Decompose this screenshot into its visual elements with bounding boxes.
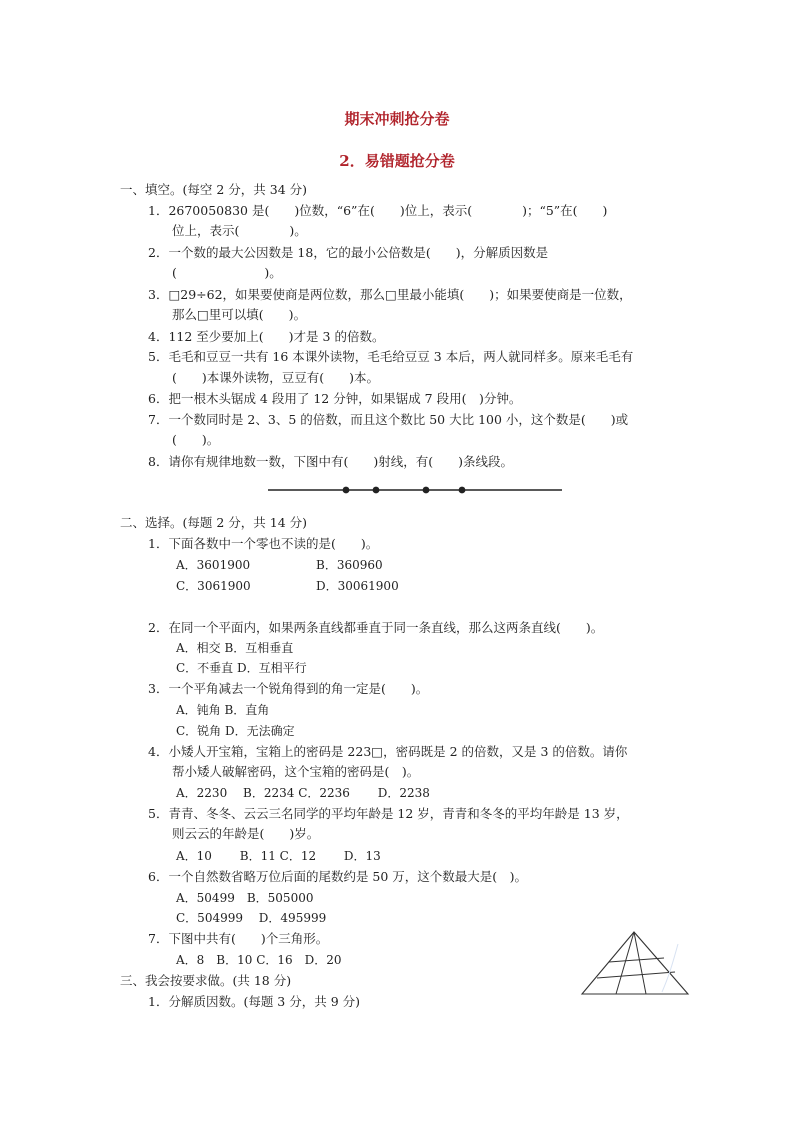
s1-q3-line1: 3．□29÷62，如果要使商是两位数，那么□里最小能填( )；如果要使商是一位数， [148,287,632,302]
figure-point-1 [343,487,350,494]
s1-q3-line2: 那么□里可以填( )。 [172,307,307,322]
s2-q2-options-cd: C．不垂直 D．互相平行 [176,661,307,675]
s2-q4-options: A．2230 B．2234 C．2236 D．2238 [176,786,430,800]
cross-line-2 [597,972,675,978]
s2-q2: 2．在同一个平面内，如果两条直线都垂直于同一条直线，那么这两条直线( )。 [148,620,604,635]
s2-q5-options: A．10 B．11 C．12 D．13 [176,849,381,863]
s1-q8: 8．请你有规律地数一数，下图中有( )射线，有( )条线段。 [148,454,513,469]
faint-mark [662,944,678,992]
s2-q4-line2: 帮小矮人破解密码，这个宝箱的密码是( )。 [172,764,420,779]
triangle-count-figure [578,928,694,998]
s2-q1-option-b: B．360960 [316,558,383,572]
s2-q2-options-ab: A．相交 B．互相垂直 [176,641,294,655]
s2-q6: 6．一个自然数省略万位后面的尾数约是 50 万，这个数最大是( )。 [148,869,528,884]
section1-heading: 一、填空。(每空 2 分，共 34 分) [120,182,308,197]
inner-ray-1 [616,932,634,994]
s3-q1: 1．分解质因数。(每题 3 分，共 9 分) [148,994,361,1009]
s2-q6-options-cd: C．504999 D．495999 [176,911,327,925]
section2-heading: 二、选择。(每题 2 分，共 14 分) [120,515,308,530]
page-title: 期末冲刺抢分卷 [344,110,450,128]
s2-q7: 7．下图中共有( )个三角形。 [148,931,329,946]
s2-q1-option-d: D．30061900 [316,579,399,593]
s1-q1-line1: 1．2670050830 是( )位数，“6”在( )位上，表示( )；“5”在( ) [148,203,608,218]
figure-point-3 [423,487,430,494]
s1-q2-line2: ( )。 [172,265,282,280]
s1-q7-line2: ( )。 [172,432,220,447]
s1-q5-line2: ( )本课外读物，豆豆有( )本。 [172,370,380,385]
figure-point-2 [373,487,380,494]
s2-q4-line1: 4．小矮人开宝箱，宝箱上的密码是 223□，密码既是 2 的倍数，又是 3 的倍数。请你 [148,744,628,759]
s1-q5-line1: 5．毛毛和豆豆一共有 16 本课外读物，毛毛给豆豆 3 本后，两人就同样多。原来毛毛有 [148,349,634,364]
s1-q4: 4．112 至少要加上( )才是 3 的倍数。 [148,329,385,344]
s2-q5-line2: 则云云的年龄是( )岁。 [172,826,320,841]
section3-heading: 三、我会按要求做。(共 18 分) [120,973,292,988]
s2-q7-options: A．8 B．10 C．16 D．20 [176,953,342,967]
s2-q1: 1．下面各数中一个零也不读的是( )。 [148,536,379,551]
s2-q1-option-a: A．3601900 [176,558,251,572]
inner-ray-2 [634,932,646,994]
s2-q1-option-c: C．3061900 [176,579,251,593]
s2-q6-options-ab: A．50499 B．505000 [176,891,314,905]
s2-q3-options-ab: A．钝角 B．直角 [176,703,270,717]
s1-q2-line1: 2．一个数的最大公因数是 18，它的最小公倍数是( )，分解质因数是 [148,245,549,260]
s2-q3-options-cd: C．锐角 D．无法确定 [176,724,295,738]
s2-q3: 3．一个平角减去一个锐角得到的角一定是( )。 [148,681,429,696]
s1-q6: 6．把一根木头锯成 4 段用了 12 分钟，如果锯成 7 段用( )分钟。 [148,391,522,406]
s1-q7-line1: 7．一个数同时是 2、3、5 的倍数，而且这个数比 50 大比 100 小，这个数是( )或 [148,412,629,427]
s2-q5-line1: 5．青青、冬冬、云云三名同学的平均年龄是 12 岁，青青和冬冬的平均年龄是 13 岁， [148,806,629,821]
s1-q1-line2: 位上，表示( )。 [172,223,307,238]
cross-line-1 [609,958,664,962]
page-subtitle: 2．易错题抢分卷 [339,152,455,170]
figure-point-4 [459,487,466,494]
ray-segment-figure [266,482,564,498]
